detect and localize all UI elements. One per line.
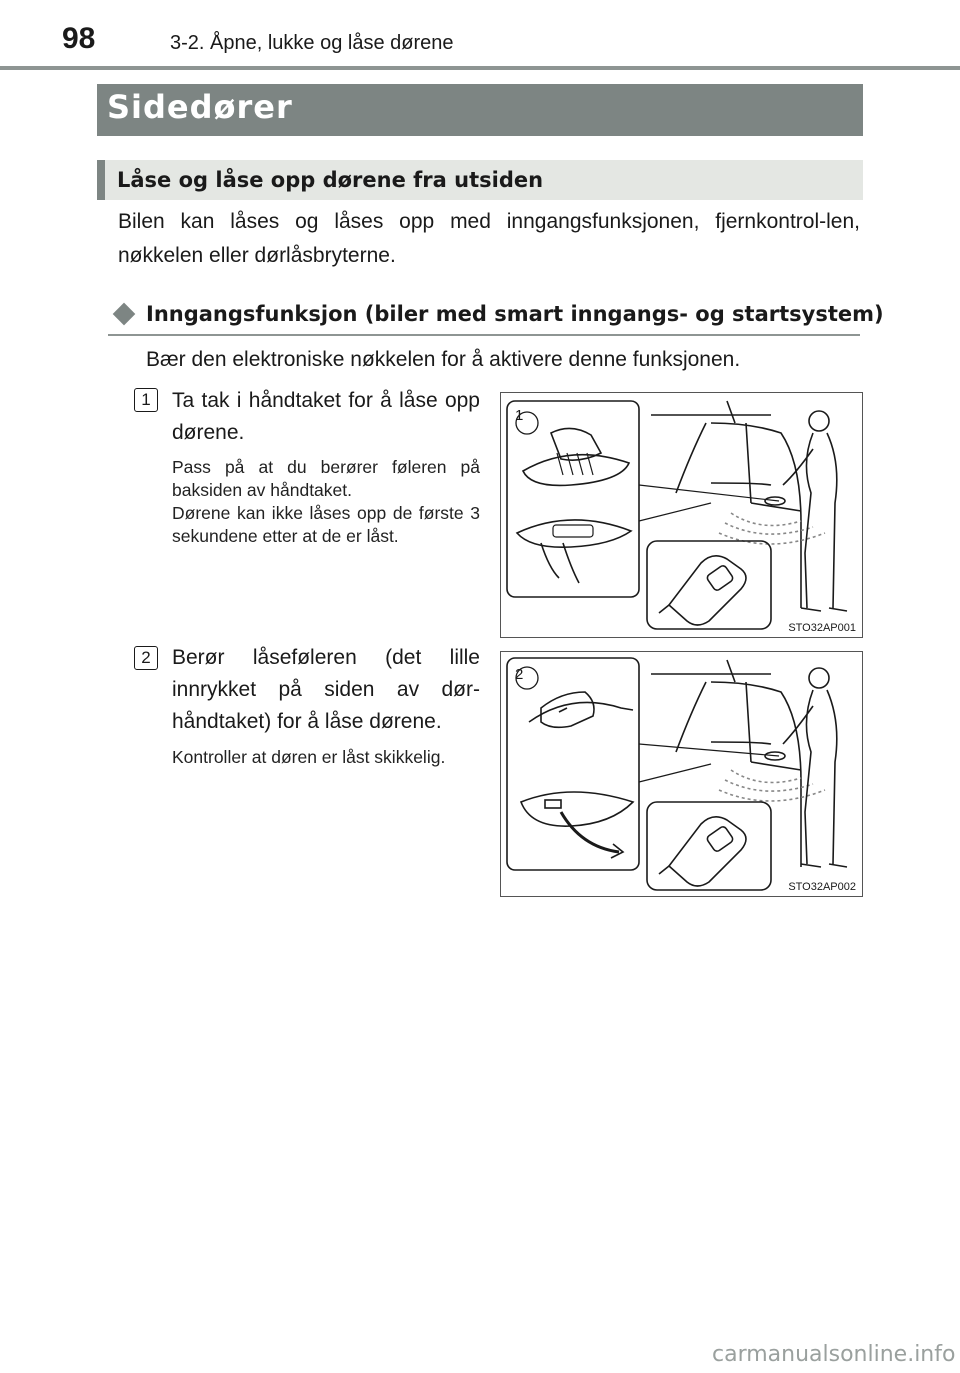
handle-lower (517, 520, 631, 547)
feature-heading (108, 300, 884, 336)
handle-sensor (553, 525, 593, 537)
feature-intro: Bær den elektroniske nøkkelen for å aktivere denne funksjonen. (146, 348, 741, 371)
person-feet (801, 864, 847, 867)
figure-2-code: STO32AP002 (788, 881, 856, 893)
chapter-title: 3-2. Åpne, lukke og låse dørene (170, 32, 454, 54)
finger-tip (559, 708, 567, 712)
smart-key-body (669, 556, 746, 625)
step-2-note-1: Kontroller at døren er låst skikkelig. (172, 747, 446, 767)
intro-paragraph: Bilen kan låses og låses opp med inngangsfunksjonen, fjernkontrol-len, nøkkelen eller dørlåsbryterne. (118, 210, 860, 267)
watermark: carmanualsonline.info (712, 1342, 956, 1367)
car-outline (651, 660, 801, 867)
person-body (783, 690, 837, 864)
subsection-bar (97, 160, 863, 200)
step-2-title: Berør låseføleren (det lille innrykket på siden av dør-håndtaket) for å låse dørene. (172, 646, 480, 733)
step-2-notes (172, 746, 480, 769)
header-rule (0, 66, 960, 70)
figure-1-illustration (500, 392, 863, 638)
smart-key-buttons (706, 825, 734, 852)
smart-key-ring (659, 866, 669, 874)
figure-1-code: STO32AP001 (788, 622, 856, 634)
smart-key-ring (659, 605, 669, 613)
callout-line (639, 744, 779, 756)
lock-sensor-indent (545, 800, 561, 808)
feature-title: Inngangsfunksjon (biler med smart inngangs- og startsystem) (146, 302, 884, 326)
callout-line-2 (639, 764, 711, 782)
person-head (809, 668, 829, 688)
callout-line-2 (639, 503, 711, 521)
subsection-title: Låse og låse opp dørene fra utsiden (117, 168, 544, 192)
page-number: 98 (62, 22, 96, 55)
section-title: Sidedører (107, 88, 293, 126)
figure-1-label: 1 (515, 407, 524, 424)
figure-2-label: 2 (515, 666, 524, 683)
figure-2-illustration (500, 651, 863, 897)
step-1-badge: 1 (134, 388, 158, 412)
diamond-bullet-icon (113, 303, 136, 326)
key-inset-panel (647, 802, 771, 890)
person-body (783, 433, 837, 608)
step-1-title: Ta tak i håndtaket for å låse opp dørene. (172, 389, 480, 444)
callout-line (639, 485, 779, 501)
door-lock-sensor-illustration (501, 652, 861, 895)
section-banner (97, 84, 863, 136)
handle-inset-panel (507, 401, 639, 597)
step-1-notes (172, 456, 480, 548)
sensor-inset-panel (507, 658, 639, 870)
person-feet (801, 608, 847, 611)
handle-lower (521, 792, 633, 826)
smart-key-body (669, 817, 746, 886)
door-handle-grip-illustration (501, 393, 861, 636)
key-inset-panel (647, 541, 771, 629)
smart-key-buttons (706, 564, 734, 591)
hand-lower (541, 543, 579, 583)
step-2-badge: 2 (134, 646, 158, 670)
person-head (809, 411, 829, 431)
step-1-note-2: Dørene kan ikke låses opp de første 3 sekundene etter at de er låst. (172, 503, 480, 546)
step-1-note-1: Pass på at du berører føleren på baksiden av håndtaket. (172, 457, 480, 500)
